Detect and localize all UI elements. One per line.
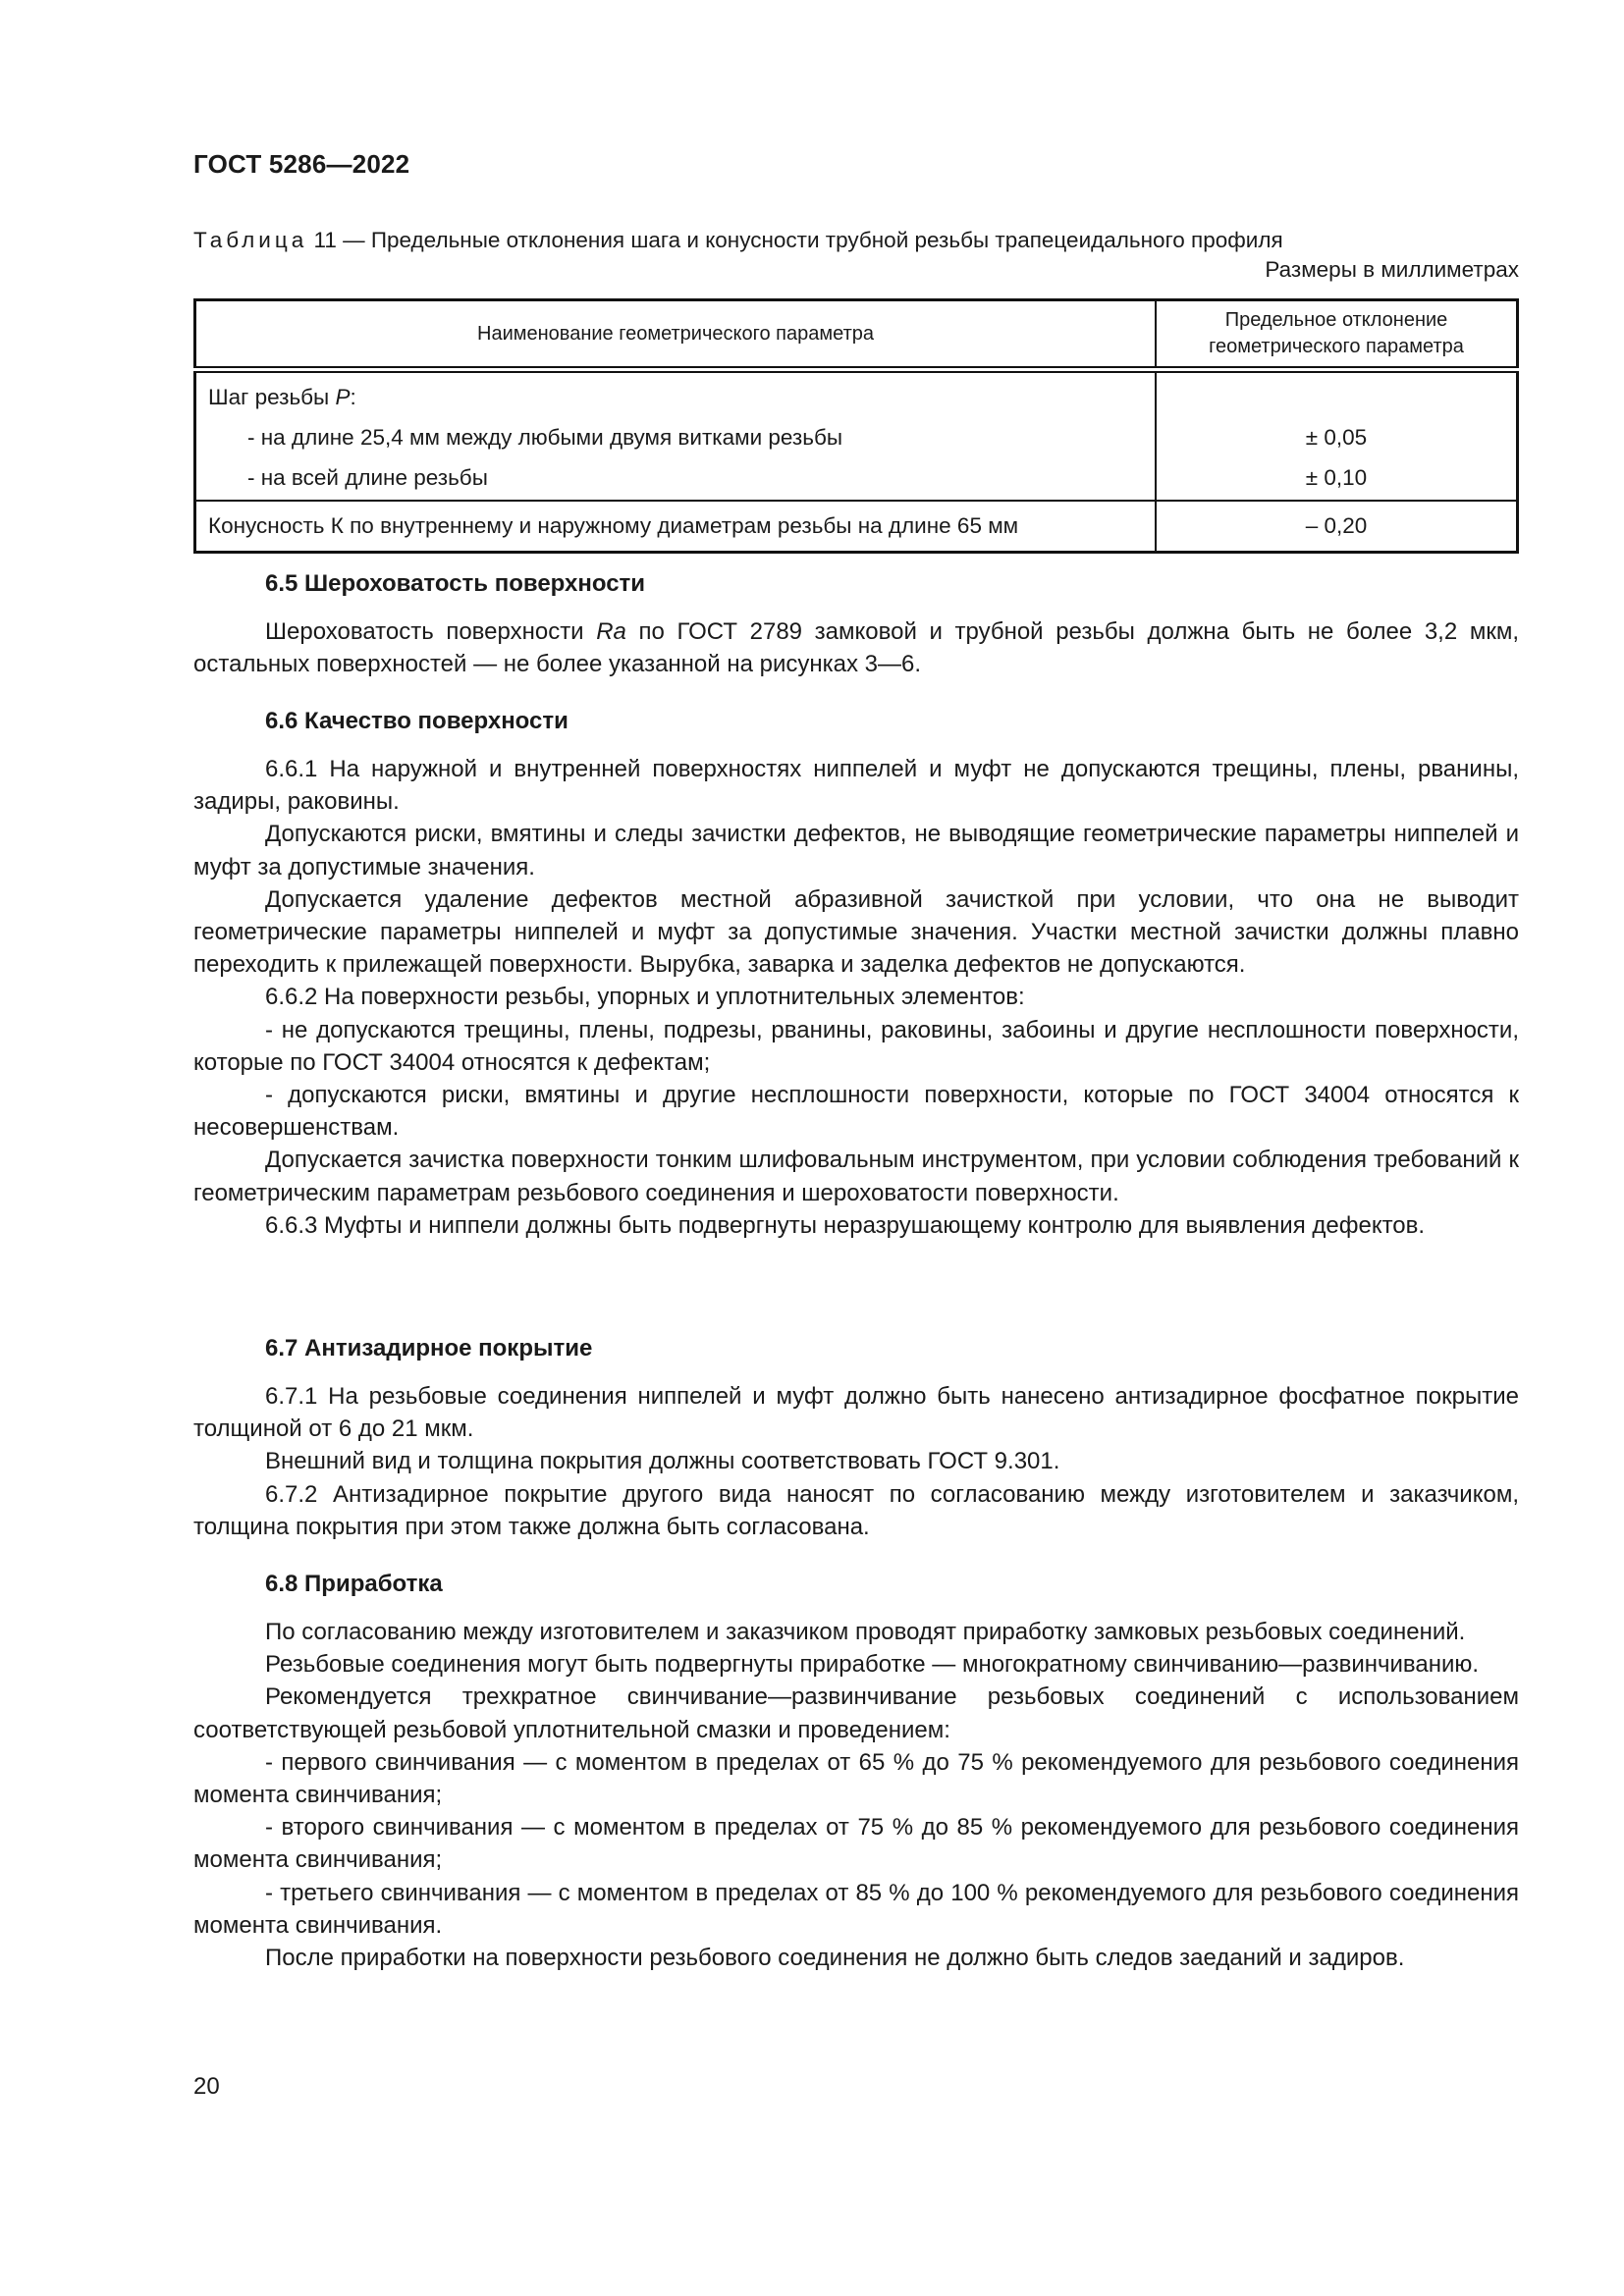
row-value-taper: – 0,20	[1156, 501, 1518, 553]
row-label-pitch: Шаг резьбы P:	[208, 385, 356, 409]
section-heading: 6.6 Качество поверхности	[265, 708, 568, 734]
table-row-thread-pitch	[195, 370, 1518, 502]
list-item: - первого свинчивания — с моментом в пределах от 65 % до 75 % рекомендуемого для резьбового соединения момента свинчивания;	[193, 1748, 1519, 1809]
row-value-pitch	[1168, 377, 1504, 417]
paragraph: 6.6.2 На поверхности резьбы, упорных и уплотнительных элементов:	[265, 984, 1025, 1011]
paragraph: Внешний вид и толщина покрытия должны соответствовать ГОСТ 9.301.	[265, 1448, 1060, 1475]
paragraph: 6.6.1 На наружной и внутренней поверхностях ниппелей и муфт не допускаются трещины, плены, рванины, задиры, раковины.	[193, 756, 1519, 816]
section-heading: 6.8 Приработка	[265, 1571, 443, 1597]
column-header-deviation-line2: геометрического параметра	[1209, 336, 1464, 357]
list-item: - не допускаются трещины, плены, подрезы, рванины, раковины, забоины и другие несплошности поверхности, которые по ГОСТ 34004 относятся к дефектам;	[193, 1016, 1519, 1076]
column-header-deviation	[1156, 300, 1518, 370]
row-label-pitch-full: - на всей длине резьбы	[247, 465, 488, 490]
list-item: - допускаются риски, вмятины и другие несплошности поверхности, которые по ГОСТ 34004 относятся к несовершенствам.	[193, 1082, 1519, 1142]
paragraph: После приработки на поверхности резьбового соединения не должно быть следов заеданий и задиров.	[265, 1945, 1405, 1972]
row-label-pitch-25mm: - на длине 25,4 мм между любыми двумя витками резьбы	[247, 425, 843, 450]
table-units-note: Размеры в миллиметрах	[1265, 257, 1519, 282]
section-6-7	[193, 1332, 1519, 1543]
row-label-taper: Конусность К по внутреннему и наружному диаметрам резьбы на длине 65 мм	[195, 501, 1157, 553]
section-6-5	[193, 567, 1519, 680]
deviation-table	[193, 298, 1519, 554]
section-heading: 6.7 Антизадирное покрытие	[265, 1335, 593, 1362]
paragraph: Допускается зачистка поверхности тонким шлифовальным инструментом, при условии соблюдения требований к геометрическим параметрам резьбового соединения и шероховатости поверхности.	[193, 1147, 1519, 1206]
section-6-8	[193, 1568, 1519, 1974]
paragraph: Резьбовые соединения могут быть подвергнуты приработке — многократному свинчиванию—развинчиванию.	[265, 1651, 1480, 1679]
table-cell-parameter	[195, 370, 1157, 502]
column-header-parameter: Наименование геометрического параметра	[195, 300, 1157, 370]
table-header-row	[195, 300, 1518, 370]
section-heading: 6.5 Шероховатость поверхности	[265, 570, 646, 597]
paragraph: 6.7.2 Антизадирное покрытие другого вида наносят по согласованию между изготовителем и заказчиком, толщина покрытия при этом также должна быть согласована.	[193, 1480, 1519, 1540]
paragraph: 6.6.3 Муфты и ниппели должны быть подвергнуты неразрушающему контролю для выявления дефектов.	[265, 1211, 1426, 1239]
paragraph: 6.7.1 На резьбовые соединения ниппелей и муфт должно быть нанесено антизадирное фосфатное покрытие толщиной от 6 до 21 мкм.	[193, 1383, 1519, 1443]
list-item: - второго свинчивания — с моментом в пределах от 75 % до 85 % рекомендуемого для резьбового соединения момента свинчивания;	[193, 1814, 1519, 1874]
paragraph: Шероховатость поверхности Ra по ГОСТ 2789 замковой и трубной резьбы должна быть не более 3,2 мкм, остальных поверхностей — не более указанной на рисунках 3—6.	[193, 618, 1519, 678]
list-item: - третьего свинчивания — с моментом в пределах от 85 % до 100 % рекомендуемого для резьбового соединения момента свинчивания.	[193, 1879, 1519, 1939]
paragraph: Рекомендуется трехкратное свинчивание—развинчивание резьбовых соединений с использованием соответствующей резьбовой уплотнительной смазки и проведением:	[193, 1683, 1519, 1743]
column-header-deviation-line1: Предельное отклонение	[1224, 309, 1448, 331]
table-caption-text: 11 — Предельные отклонения шага и конусности трубной резьбы трапецеидального профиля	[307, 228, 1283, 252]
table-caption	[193, 228, 1519, 253]
document-id-header: ГОСТ 5286—2022	[193, 149, 410, 179]
page-number: 20	[193, 2073, 220, 2100]
row-value-pitch-25mm: ± 0,05	[1305, 425, 1368, 450]
paragraph: По согласованию между изготовителем и заказчиком проводят приработку замковых резьбовых соединений.	[265, 1619, 1466, 1645]
paragraph: Допускаются риски, вмятины и следы зачистки дефектов, не выводящие геометрические параметры ниппелей и муфт за допустимые значения.	[193, 821, 1519, 881]
table-cell-deviation	[1156, 370, 1518, 502]
table-caption-prefix: Таблица	[193, 228, 308, 252]
table-row-taper	[195, 501, 1518, 553]
row-value-pitch-full: ± 0,10	[1305, 465, 1368, 490]
paragraph: Допускается удаление дефектов местной абразивной зачисткой при условии, что она не выводит геометрические параметры ниппелей и муфт за допустимые значения. Участки местной зачистки должны плавно переходить к прилежащей поверхности. Вырубка, заварка и заделка дефектов не допускаются.	[193, 885, 1519, 979]
section-6-6	[193, 705, 1519, 1242]
